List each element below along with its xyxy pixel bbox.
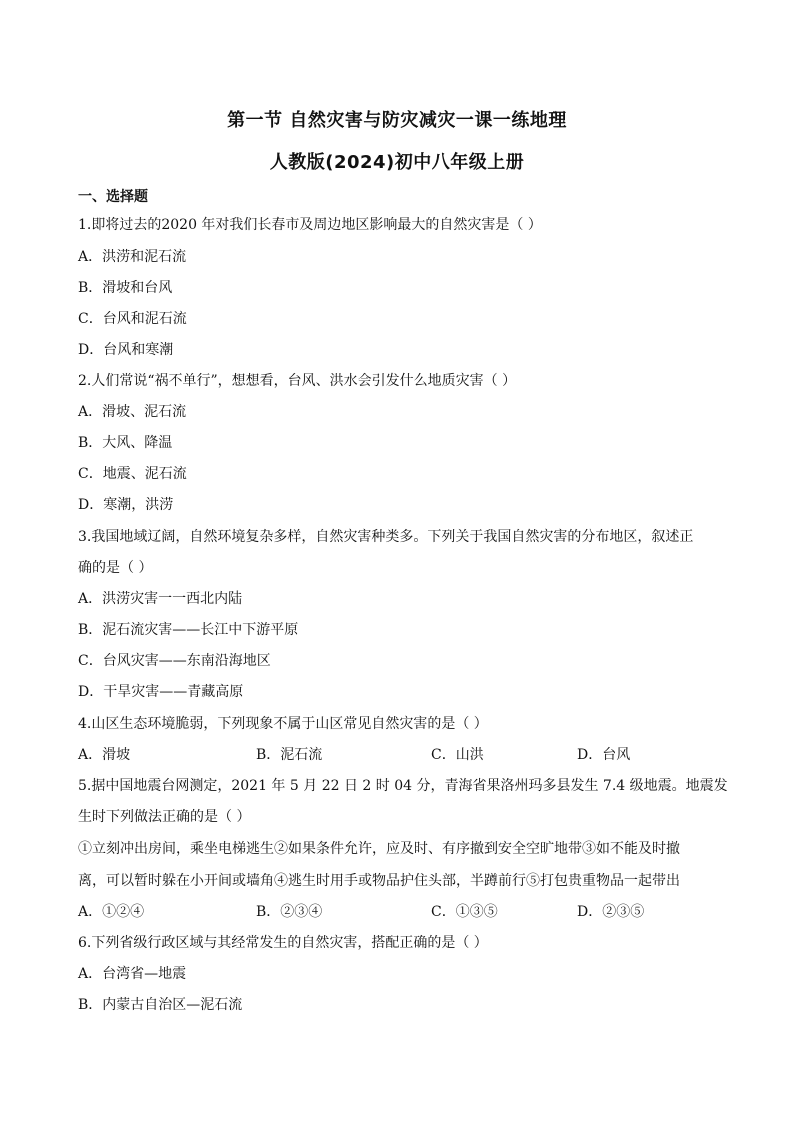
question-3-option-c: C．台风灾害——东南沿海地区: [78, 653, 271, 669]
question-2-option-d: D．寒潮，洪涝: [78, 497, 174, 513]
question-6-option-b: B．内蒙古自治区—泥石流: [78, 997, 243, 1013]
question-4-stem: 4.山区生态环境脆弱，下列现象不属于山区常见自然灾害的是（ ）: [78, 716, 488, 732]
question-4-option-d: D．台风: [577, 747, 631, 763]
question-3-option-b: B．泥石流灾害——长江中下游平原: [78, 622, 299, 638]
document-subtitle: 人教版(2024)初中八年级上册: [269, 152, 525, 173]
question-5-stem-line2: 生时下列做法正确的是（ ）: [78, 809, 251, 825]
question-3-stem-line2: 确的是（ ）: [78, 560, 153, 576]
question-4-option-a: A．滑坡: [78, 747, 131, 763]
question-5-stem-line1: 5.据中国地震台网测定，2021 年 5 月 22 日 2 时 04 分，青海省果洛州玛多县发生 7.4 级地震。地震发: [78, 778, 728, 794]
document-title: 第一节 自然灾害与防灾减灾一课一练地理: [227, 110, 567, 131]
question-5-option-c: C．①③⑤: [431, 904, 498, 920]
question-1-option-b: B．滑坡和台风: [78, 280, 173, 296]
question-3-option-a: A．洪涝灾害一一西北内陆: [78, 591, 243, 607]
question-5-option-b: B．②③④: [256, 904, 323, 920]
question-4-option-c: C．山洪: [431, 747, 484, 763]
question-6-stem: 6.下列省级行政区域与其经常发生的自然灾害，搭配正确的是（ ）: [78, 935, 488, 951]
question-1-option-d: D．台风和寒潮: [78, 342, 174, 358]
question-6-option-a: A．台湾省—地震: [78, 966, 187, 982]
question-5-option-a: A．①②④: [78, 904, 145, 920]
question-5-stem-line4: 离，可以暂时躲在小开间或墙角④逃生时用手或物品护住头部，半蹲前行⑤打包贵重物品一起带出: [78, 873, 680, 889]
question-2-option-c: C．地震、泥石流: [78, 466, 187, 482]
question-3-stem-line1: 3.我国地域辽阔，自然环境复杂多样，自然灾害种类多。下列关于我国自然灾害的分布地区，叙述正: [78, 529, 694, 545]
question-1-stem: 1.即将过去的2020 年对我们长春市及周边地区影响最大的自然灾害是（ ）: [78, 217, 542, 233]
question-5-option-d: D．②③⑤: [577, 904, 645, 920]
question-5-stem-line3: ①立刻冲出房间，乘坐电梯逃生②如果条件允许，应及时、有序撤到安全空旷地带③如不能及时撤: [78, 841, 680, 857]
question-1-option-a: A．洪涝和泥石流: [78, 249, 187, 265]
question-4-option-b: B．泥石流: [256, 747, 323, 763]
question-1-option-c: C．台风和泥石流: [78, 311, 187, 327]
question-2-stem: 2.人们常说“祸不单行”，想想看，台风、洪水会引发什么地质灾害（ ）: [78, 373, 517, 389]
question-3-option-d: D．干旱灾害——青藏高原: [78, 684, 244, 700]
question-2-option-b: B．大风、降温: [78, 435, 173, 451]
section-heading: 一、选择题: [78, 189, 148, 205]
question-2-option-a: A．滑坡、泥石流: [78, 404, 187, 420]
